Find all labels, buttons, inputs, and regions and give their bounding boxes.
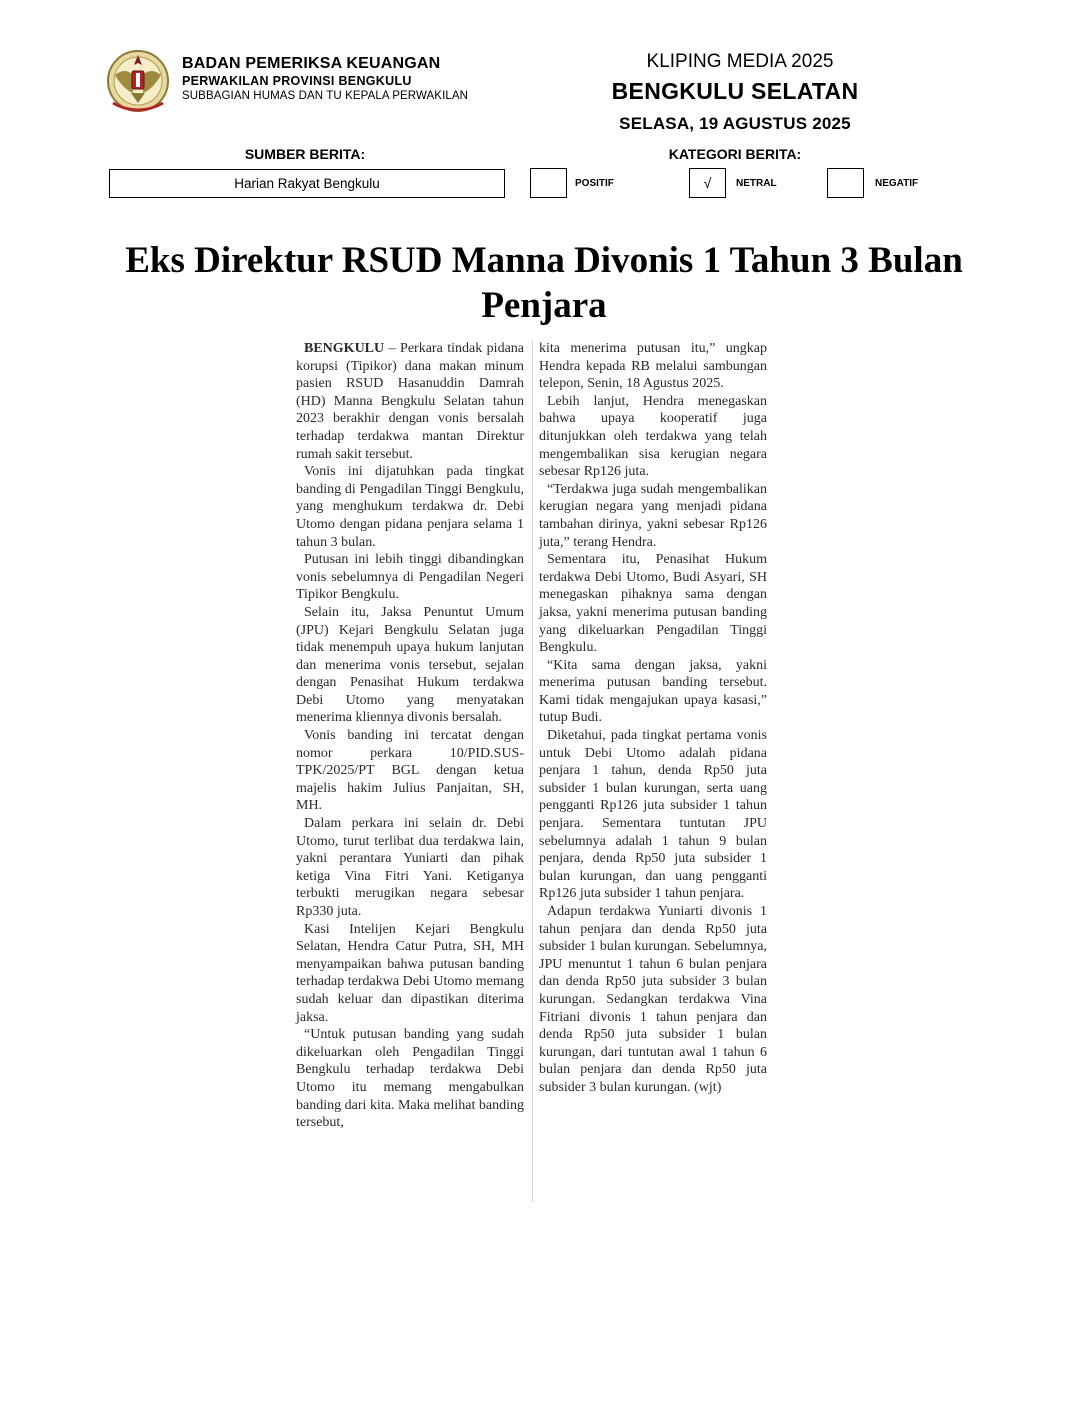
article-lead: – Perkara tindak pidana korupsi (Tipikor) dana makan minum pasien RSUD Hasanuddin Damrah (HD) Manna Bengkulu Selatan tahun 2023 berakhir dengan vonis bersalah terhadap terdakwa mantan Direktur rumah sakit tersebut. (296, 341, 524, 462)
article-paragraph: Vonis ini dijatuhkan pada tingkat banding di Pengadilan Tinggi Bengkulu, yang menghukum terdakwa dr. Debi Utomo dengan pidana penjara selama 1 tahun 3 bulan. (296, 464, 524, 550)
article-column-left (296, 340, 524, 1132)
negative-checkbox[interactable] (827, 168, 864, 198)
column-divider (532, 340, 533, 1202)
article-paragraph: Vonis banding ini tercatat dengan nomor perkara 10/PID.SUS-TPK/2025/PT BGL dengan ketua majelis hakim Julius Panjaitan, SH, MH. (296, 728, 524, 814)
article-paragraph (296, 340, 524, 463)
neutral-label: NETRAL (736, 178, 777, 189)
org-branch: PERWAKILAN PROVINSI BENGKULU (182, 74, 412, 88)
article-paragraph: “Terdakwa juga sudah mengembalikan kerugian negara yang menjadi pidana tambahan dirinya, yakni sebesar Rp126 juta,” terang Hendra. (539, 481, 767, 550)
article-paragraph: Lebih lanjut, Hendra menegaskan bahwa upaya kooperatif juga ditunjukkan oleh terdakwa yang telah mengembalikan sisa kerugian negara sebesar Rp126 juta. (539, 393, 767, 480)
bpk-garuda-logo-icon (103, 45, 173, 119)
article-paragraph: Sementara itu, Penasihat Hukum terdakwa Debi Utomo, Budi Asyari, SH menegaskan pihaknya sama dengan jaksa, yakni menerima putusan banding yang dikeluarkan Pengadilan Tinggi Bengkulu. (539, 552, 767, 656)
neutral-checkbox[interactable] (689, 168, 726, 198)
source-label: SUMBER BERITA: (244, 146, 366, 162)
category-label: KATEGORI BERITA: (668, 146, 802, 162)
article-paragraph: “Kita sama dengan jaksa, yakni menerima putusan banding tersebut. Kami tidak mengajukan upaya kasasi,” tutup Budi. (539, 657, 767, 726)
source-value-box (109, 169, 505, 198)
article-dateline: BENGKULU (304, 341, 385, 356)
org-name: BADAN PEMERIKSA KEUANGAN (182, 55, 441, 72)
article-paragraph: Selain itu, Jaksa Penuntut Umum (JPU) Kejari Bengkulu Selatan juga tidak menempuh upaya hukum lanjutan dan menerima vonis tersebut, sejalan dengan Penasihat Hukum terdakwa Debi Utomo yang menyatakan menerima kliennya divonis bersalah. (296, 604, 524, 726)
article-paragraph: Kasi Intelijen Kejari Bengkulu Selatan, Hendra Catur Putra, SH, MH menyampaikan bahwa putusan banding terhadap terdakwa Debi Utomo memang sudah keluar dan dipastikan diterima jaksa. (296, 921, 524, 1025)
positive-label: POSITIF (575, 178, 614, 189)
source-value: Harian Rakyat Bengkulu (234, 176, 380, 191)
article-paragraph: kita menerima putusan itu,” ungkap Hendra kepada RB melalui sambungan telepon, Senin, 18 Agustus 2025. (539, 341, 767, 392)
positive-checkbox[interactable] (530, 168, 567, 198)
negative-label: NEGATIF (875, 178, 919, 189)
article-paragraph: Putusan ini lebih tinggi dibandingkan vonis sebelumnya di Pengadilan Negeri Tipikor Bengkulu. (296, 552, 524, 603)
article-paragraph: Diketahui, pada tingkat pertama vonis untuk Debi Utomo adalah pidana penjara 1 tahun, denda Rp50 juta subsider 1 bulan kurungan, serta uang pengganti Rp126 juta subsider 1 tahun penjara. Sementara tuntutan JPU sebelumnya adalah 1 tahun 9 bulan penjara, denda Rp50 juta subsider 1 bulan kurungan, dan uang pengganti Rp126 juta subsider 1 tahun penjara. (539, 728, 767, 902)
neutral-checkmark-icon: √ (703, 175, 712, 191)
article-paragraph: Adapun terdakwa Yuniarti divonis 1 tahun penjara dan denda Rp50 juta subsider 1 bulan kurungan. Sebelumnya, JPU menuntut 1 tahun 6 bulan penjara dan denda Rp50 juta subsider 3 bulan kurungan. Sedangkan terdakwa Vina Fitriani divonis 1 tahun penjara dan denda Rp50 juta subsider 1 bulan kurungan, dari tuntutan awal 1 tahun 6 bulan penjara dan denda Rp50 juta subsider 3 bulan kurungan. (wjt) (539, 904, 767, 1095)
article-paragraph: Dalam perkara ini selain dr. Debi Utomo, turut terlibat dua terdakwa lain, yakni perantara Yuniarti dan pihak ketiga Vina Fitri Yani. Ketiganya terbukti merugikan negara sebesar Rp330 juta. (296, 816, 524, 919)
article-headline: Eks Direktur RSUD Manna Divonis 1 Tahun 3 Bulan Penjara (125, 240, 963, 326)
clip-region: BENGKULU SELATAN (611, 78, 859, 104)
clip-title: KLIPING MEDIA 2025 (646, 51, 834, 72)
article-column-right (539, 340, 767, 1097)
clip-date: SELASA, 19 AGUSTUS 2025 (619, 114, 851, 133)
article-paragraph: “Untuk putusan banding yang sudah dikeluarkan oleh Pengadilan Tinggi Bengkulu terhadap terdakwa Debi Utomo itu memang mengabulkan banding dari kita. Maka melihat banding tersebut, (296, 1027, 524, 1131)
org-unit: SUBBAGIAN HUMAS DAN TU KEPALA PERWAKILAN (182, 90, 469, 102)
